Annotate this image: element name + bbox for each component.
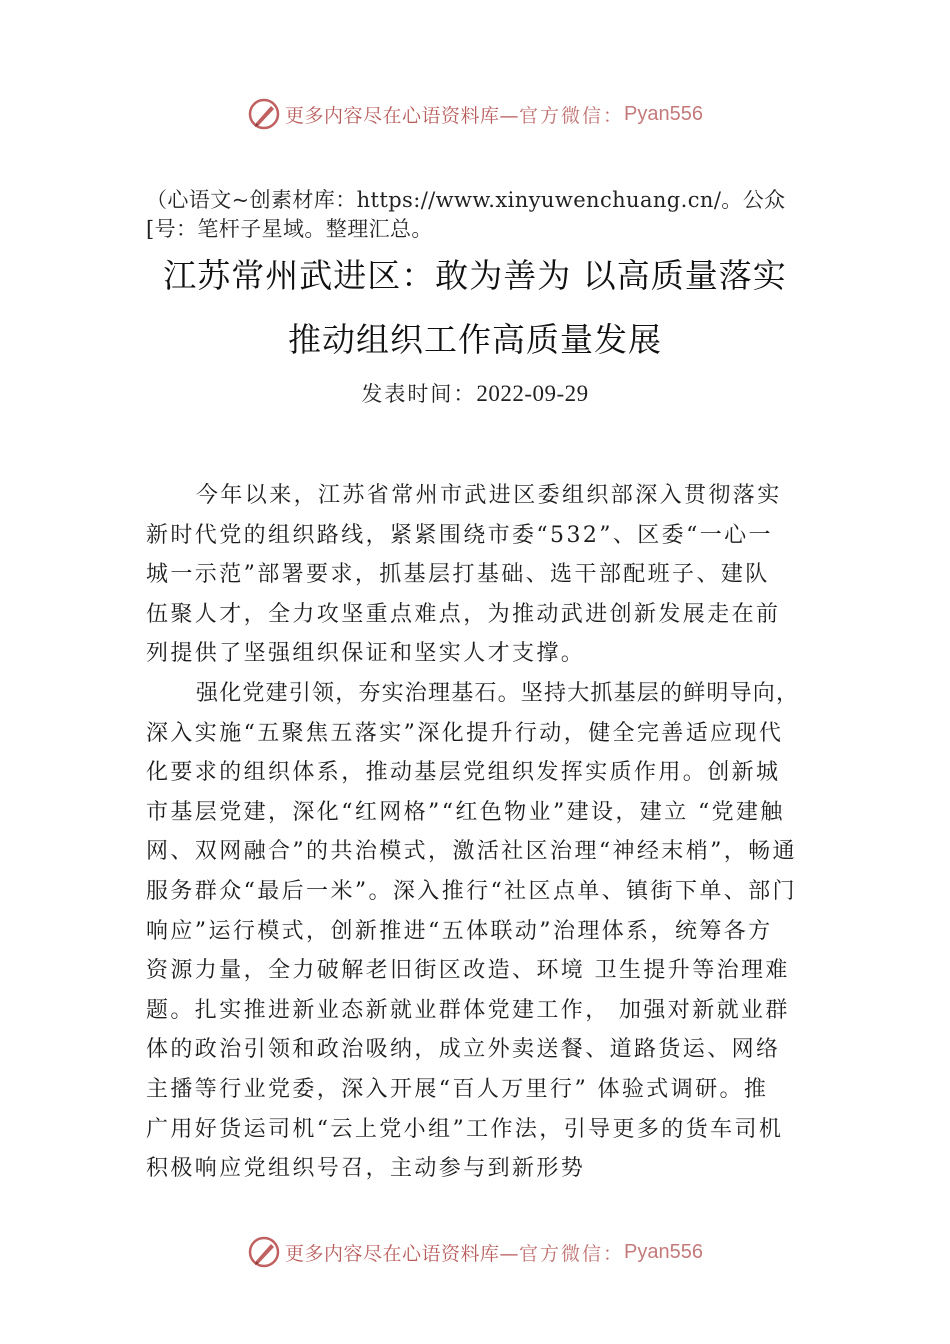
paragraph-line: 积极响应党组织号召，主动参与到新形势 (146, 1156, 586, 1182)
paragraph-line: 伍聚人才，全力攻坚重点难点，为推动武进创新发展走在前 (146, 601, 781, 627)
paragraph-line: 广用好货运司机“云上党小组”工作法，引导更多的货车司机 (146, 1116, 784, 1142)
banner-wechat-id: Pyan556 (624, 1240, 703, 1263)
paragraph-line: 深入实施“五聚焦五落实”深化提升行动，健全完善适应现代 (146, 720, 784, 746)
paragraph-line: 题。扎实推进新业态新就业群体党建工作， 加强对新就业群 (146, 997, 790, 1023)
banner-wechat-label: 官方微信： (519, 104, 625, 127)
paragraph-line: 化要求的组织体系，推动基层党组织发挥实质作用。创新城 (146, 760, 781, 786)
article-body (146, 476, 836, 1189)
paragraph-line: 资源力量，全力破解老旧街区改造、环境 卫生提升等治理难 (146, 958, 790, 984)
publication-date (0, 378, 950, 408)
publication-date-value: 2022-09-29 (476, 381, 589, 406)
banner-wechat-id: Pyan556 (624, 102, 703, 125)
paragraph-line: 强化党建引领，夯实治理基石。坚持大抓基层的鲜明导向， (196, 680, 800, 706)
source-note (146, 186, 846, 244)
source-note-line: [号：笔杆子星域。整理汇总。 (146, 217, 433, 241)
paragraph-line: 新时代党的组织路线，紧紧围绕市委“532”、区委“一心一 (146, 522, 773, 548)
paragraph-line: 市基层党建，深化“红网格”“红色物业”建设，建立 “党建触 (146, 799, 785, 825)
source-note-line: （心语文~创素材库：https://www.xinyuwenchuang.cn/。公众 (146, 188, 786, 212)
article-title-line-1: 江苏常州武进区：敢为善为 以高质量落实 (163, 256, 787, 295)
banner-wechat-label: 官方微信： (519, 1242, 625, 1265)
paragraph-line: 今年以来，江苏省常州市武进区委组织部深入贯彻落实 (196, 483, 782, 508)
paragraph-line: 响应”运行模式，创新推进“五体联动”治理体系，统筹各方 (146, 918, 773, 944)
pen-logo-icon (247, 97, 281, 131)
paragraph-line: 网、双网融合”的共治模式，激活社区治理“神经末梢”，畅通 (146, 839, 797, 865)
article-title-line-2: 推动组织工作高质量发展 (288, 320, 662, 359)
pen-logo-icon (247, 1235, 281, 1269)
paragraph-line: 城一示范”部署要求，抓基层打基础、选干部配班子、建队 (146, 562, 770, 588)
paragraph-line: 体的政治引领和政治吸纳，成立外卖送餐、道路货运、网络 (146, 1037, 781, 1063)
paragraph-line: 主播等行业党委，深入开展“百人万里行” 体验式调研。推 (146, 1076, 769, 1102)
header-banner (0, 94, 950, 134)
banner-text: 更多内容尽在心语资料库— (285, 1242, 520, 1265)
paragraph-line: 服务群众“最后一米”。深入推行“社区点单、镇街下单、部门 (146, 878, 797, 904)
footer-banner (0, 1232, 950, 1272)
paragraph-line: 列提供了坚强组织保证和坚实人才支撑。 (146, 641, 586, 667)
banner-text: 更多内容尽在心语资料库— (285, 104, 520, 127)
publication-date-label: 发表时间： (361, 382, 477, 406)
